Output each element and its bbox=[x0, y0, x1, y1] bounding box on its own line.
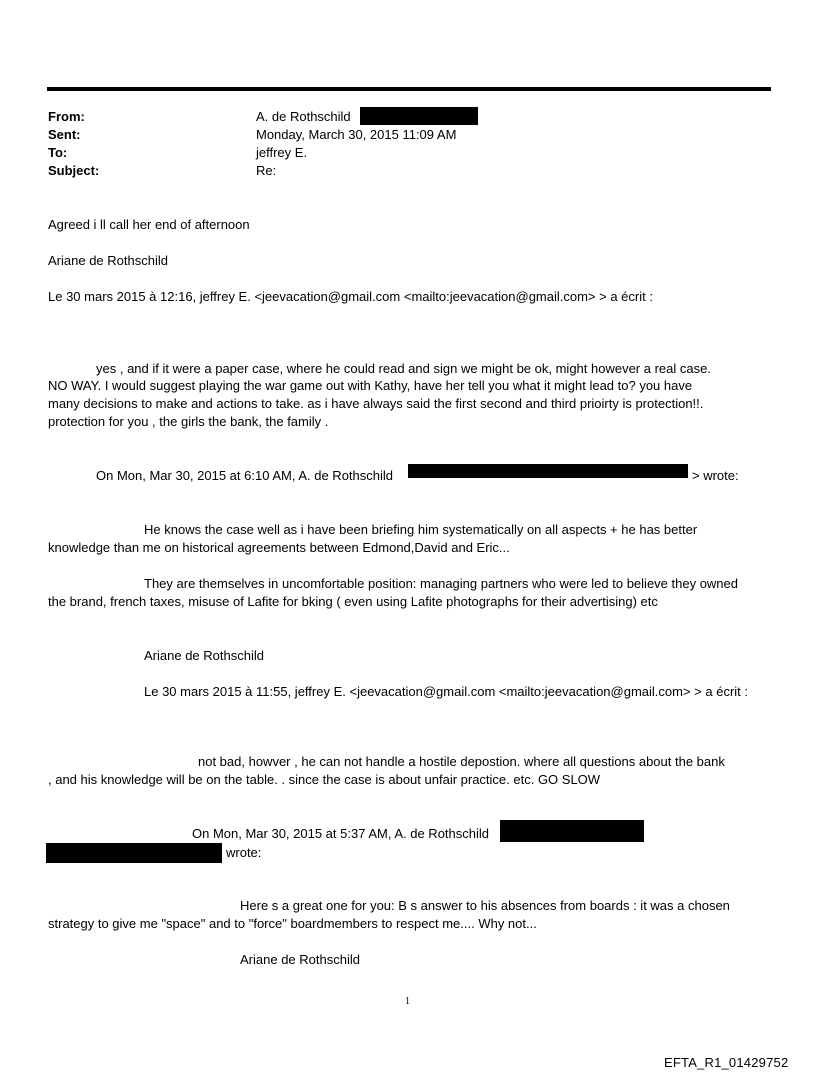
quote-header: Le 30 mars 2015 à 12:16, jeffrey E. <jeevacation@gmail.com <mailto:jeevacation@gmail.com> > a écrit : bbox=[48, 289, 653, 304]
body-line: He knows the case well as i have been briefing him systematically on all aspects + he has better bbox=[144, 522, 698, 537]
to-label: To: bbox=[48, 145, 68, 160]
body-line: , and his knowledge will be on the table. . since the case is about unfair practice. etc. GO SLOW bbox=[48, 772, 601, 787]
body-line: protection for you , the girls the bank, the family . bbox=[48, 414, 329, 429]
sent-label: Sent: bbox=[48, 127, 81, 142]
sent-value: Monday, March 30, 2015 11:09 AM bbox=[256, 127, 457, 142]
body-line: strategy to give me "space" and to "force" boardmembers to respect me.... Why not... bbox=[48, 916, 537, 931]
quote-header-tail: wrote: bbox=[226, 845, 262, 860]
redaction-bar bbox=[46, 843, 222, 863]
subject-value: Re: bbox=[256, 163, 277, 178]
document-id: EFTA_R1_01429752 bbox=[664, 1055, 789, 1070]
redaction-bar bbox=[408, 464, 688, 478]
page-number: 1 bbox=[405, 996, 410, 1007]
body-line: Here s a great one for you: B s answer to his absences from boards : it was a chosen bbox=[240, 898, 730, 913]
quote-header: On Mon, Mar 30, 2015 at 6:10 AM, A. de Rothschild bbox=[96, 468, 394, 483]
to-value: jeffrey E. bbox=[256, 145, 308, 160]
header-rule bbox=[47, 87, 771, 91]
signature: Ariane de Rothschild bbox=[240, 952, 360, 967]
body-line: NO WAY. I would suggest playing the war game out with Kathy, have her tell you what it might lead to? you have bbox=[48, 378, 693, 393]
from-label: From: bbox=[48, 109, 85, 124]
body-line: They are themselves in uncomfortable position: managing partners who were led to believe they owned bbox=[144, 576, 739, 591]
body-line: many decisions to make and actions to take. as i have always said the first second and third prioirty is protection!!. bbox=[48, 396, 704, 411]
body-line: the brand, french taxes, misuse of Lafite for bking ( even using Lafite photographs for their advertising) etc bbox=[48, 594, 658, 609]
from-value: A. de Rothschild bbox=[256, 109, 351, 124]
subject-label: Subject: bbox=[48, 163, 100, 178]
signature: Ariane de Rothschild bbox=[144, 648, 264, 663]
body-line: Agreed i ll call her end of afternoon bbox=[48, 217, 250, 232]
signature: Ariane de Rothschild bbox=[48, 253, 168, 268]
body-line: knowledge than me on historical agreements between Edmond,David and Eric... bbox=[48, 540, 510, 555]
quote-header: Le 30 mars 2015 à 11:55, jeffrey E. <jeevacation@gmail.com <mailto:jeevacation@gmail.com> > a écrit : bbox=[144, 684, 748, 699]
body-line: not bad, howver , he can not handle a hostile depostion. where all questions about the bank bbox=[198, 754, 725, 769]
quote-header-tail: > wrote: bbox=[692, 468, 739, 483]
redaction-bar bbox=[360, 107, 478, 125]
body-line: yes , and if it were a paper case, where he could read and sign we might be ok, might however a real case. bbox=[96, 361, 711, 376]
quote-header: On Mon, Mar 30, 2015 at 5:37 AM, A. de Rothschild bbox=[192, 826, 490, 841]
redaction-bar bbox=[500, 820, 644, 842]
